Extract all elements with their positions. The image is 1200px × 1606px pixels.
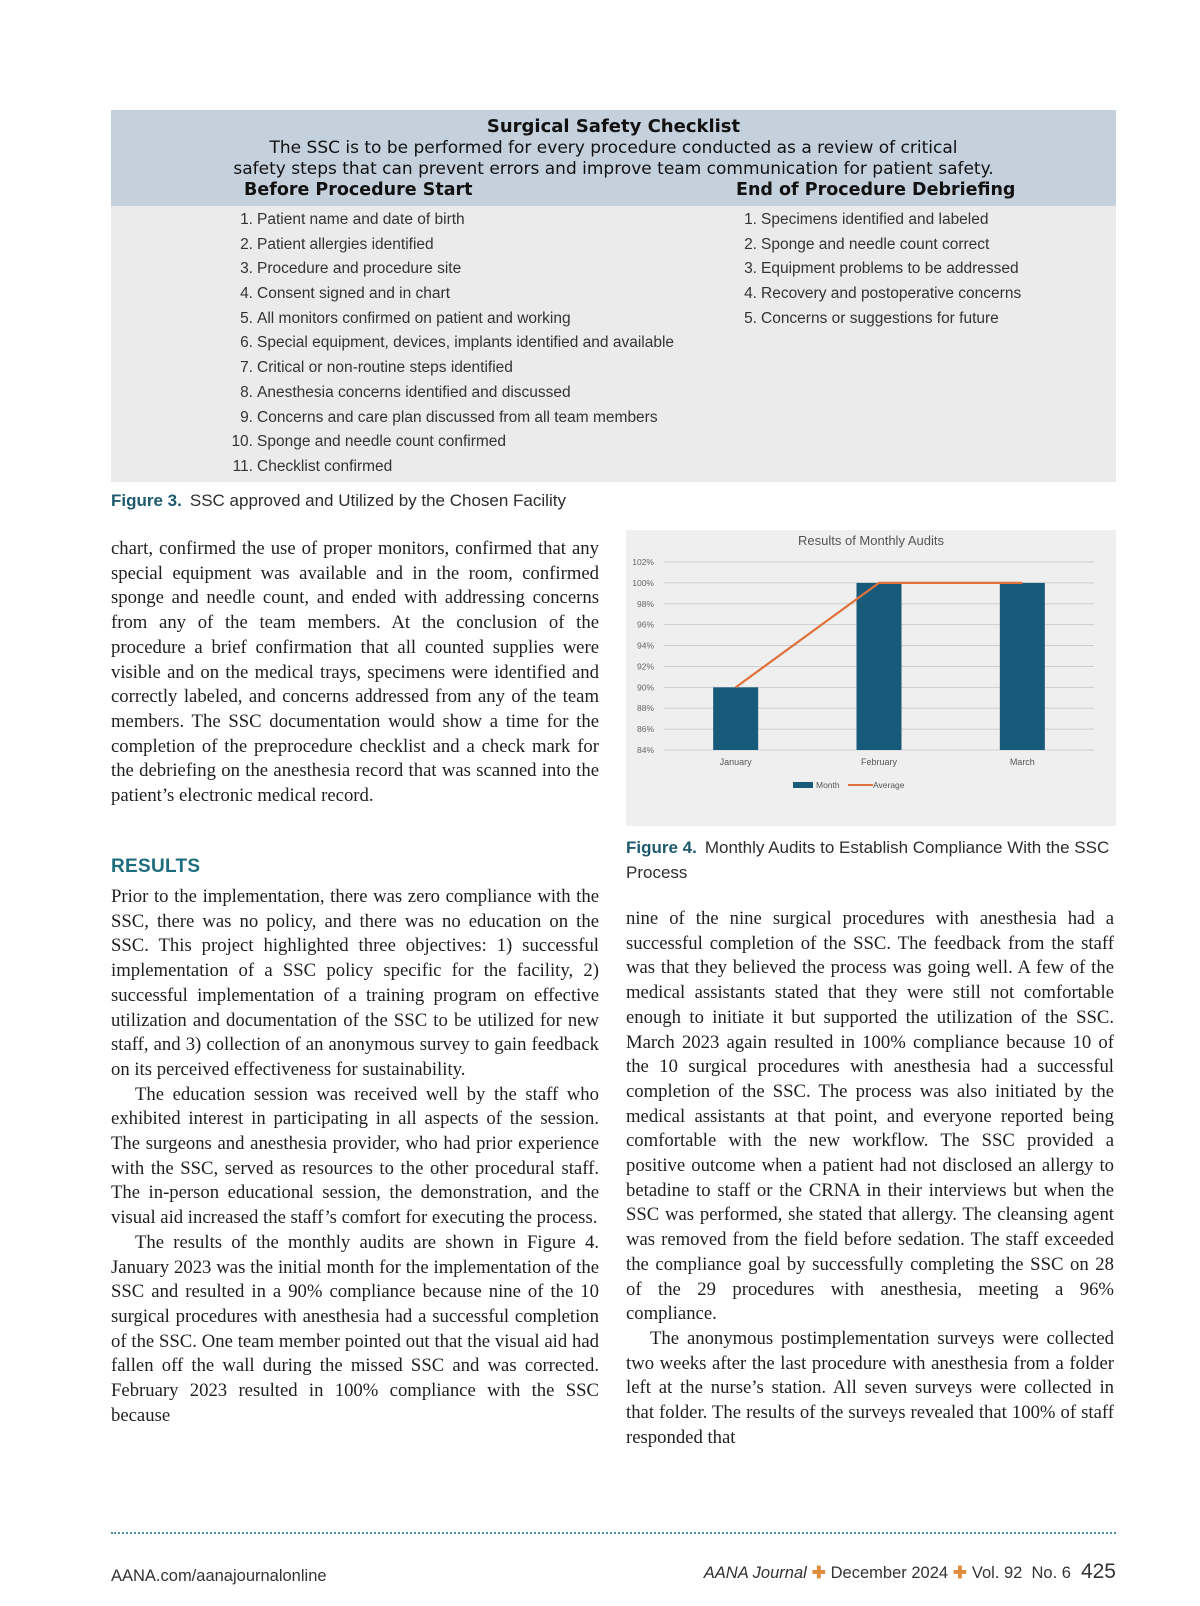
ssc-header [111, 110, 1116, 206]
list-item: 9. Concerns and care plan discussed from all team members [240, 408, 658, 426]
monthly-audits-chart [626, 530, 1116, 826]
bar-february [857, 583, 902, 750]
legend-label-average: Average [873, 780, 905, 790]
y-tick-label: 100% [632, 577, 654, 588]
bar-january [713, 687, 758, 750]
x-tick-label: January [719, 757, 752, 767]
figure-4-label: Figure 4. [626, 838, 697, 857]
journal-name: AANA Journal [703, 1564, 807, 1582]
y-tick-label: 84% [636, 745, 654, 755]
end-procedure-list [731, 208, 1021, 331]
list-item: 2. Patient allergies identified [240, 235, 434, 253]
list-item: 4. Consent signed and in chart [240, 285, 451, 303]
list-item: 5. All monitors confirmed on patient and working [240, 309, 571, 327]
figure-3-text: SSC approved and Utilized by the Chosen Facility [189, 491, 566, 510]
before-procedure-list [227, 208, 674, 480]
y-tick-label: 96% [636, 619, 654, 630]
cross-icon: ✚ [811, 1564, 826, 1582]
list-item: 5. Concerns or suggestions for future [744, 309, 999, 327]
y-tick-label: 102% [632, 557, 654, 567]
body-paragraph: nine of the nine surgical procedures with anesthesia had a successful completion of the SSC. The feedback from the staff was that they believed the process was going well. A few of the medical assistants stated that they were still not comfortable enough to initiate it but supported the utilization of the SSC. March 2023 again resulted in 100% compliance because 10 of the 10 surgical procedures with anesthesia had a successful completion of the SSC. The process was also initiated by the medical assistants at that point, and everyone reported being comfortable with the new workflow. The SSC provided a positive outcome when a patient had not disclosed an allergy to betadine to staff or the CRNA in their interviews but when the SSC was performed, she stated that allergy. The cleansing agent was removed from the field before sedation. The staff exceeded the compliance goal by successfully completing the SSC on 28 of the 29 procedures with anesthesia, meeting a 96% compliance. [626, 908, 1114, 1325]
list-item: 1. Specimens identified and labeled [744, 211, 989, 228]
figure-4-caption [626, 835, 1116, 885]
y-tick-label: 90% [636, 682, 654, 693]
list-item: 4. Recovery and postoperative concerns [744, 285, 1022, 303]
body-paragraph: chart, confirmed the use of proper monitors, confirmed that any special equipment was available and in the room, confirmed sponge and needle count, and ended with addressing concerns from any of the team members. At the conclusion of the procedure a brief confirmation that all counted supplies were visible and on the medical trays, specimens were identified and correctly labeled, and concerns addressed from any of the team members. The SSC documentation would show a time for the completion of the preprocedure checklist and a check mark for the debriefing on the anesthesia record that was scanned into the patient’s electronic medical record. [111, 538, 599, 807]
y-tick-label: 98% [636, 598, 654, 609]
right-column [626, 907, 1114, 1450]
list-item: 8. Anesthesia concerns identified and discussed [240, 383, 571, 401]
list-item: 7. Critical or non-routine steps identified [240, 359, 513, 377]
legend-swatch-month [793, 782, 813, 788]
page-number: 425 [1080, 1560, 1116, 1583]
list-item: 3. Procedure and procedure site [240, 260, 462, 278]
issue-number: No. 6 [1031, 1564, 1071, 1582]
ssc-description-line-1: The SSC is to be performed for every procedure conducted as a review of critical [269, 138, 958, 158]
end-procedure-heading: End of Procedure Debriefing [736, 180, 1016, 200]
body-paragraph: Prior to the implementation, there was zero compliance with the SSC, there was no policy, and there was no education on the SSC. This project highlighted three objectives: 1) successful implementation of a SSC policy specific for the facility, 2) successful implementation of a training program on effective utilization and documentation of the SSC to be utilized for new staff, and 3) collection of an anonymous survey to gain feedback on its perceived effectiveness for sustainability. [111, 886, 599, 1080]
x-tick-label: March [1009, 757, 1035, 767]
ssc-title: Surgical Safety Checklist [486, 116, 741, 137]
y-tick-label: 94% [636, 640, 654, 651]
volume: Vol. 92 [971, 1564, 1023, 1582]
list-item: 3. Equipment problems to be addressed [744, 260, 1019, 278]
left-column-top [111, 537, 599, 809]
ssc-description-line-2: safety steps that can prevent errors and improve team communication for patient safety. [233, 159, 994, 179]
ssc-description [111, 138, 1116, 180]
legend-label-month: Month [816, 780, 840, 790]
footer-citation [704, 1560, 1116, 1584]
list-item: 2. Sponge and needle count correct [744, 235, 990, 253]
footer-divider [111, 1532, 1116, 1534]
x-tick-label: February [860, 757, 898, 767]
bar-march [1000, 583, 1045, 750]
list-item: 11. Checklist confirmed [232, 457, 393, 475]
list-item: 10. Sponge and needle count confirmed [231, 433, 507, 451]
chart-title: Results of Monthly Audits [798, 533, 944, 548]
results-heading: RESULTS [111, 856, 201, 877]
left-column-results [111, 885, 599, 1428]
chart-svg [626, 530, 1116, 826]
before-procedure-heading: Before Procedure Start [244, 180, 473, 200]
ssc-checklist-figure [111, 110, 1116, 482]
issue-date: December 2024 [830, 1564, 949, 1582]
list-item: 6. Special equipment, devices, implants identified and available [240, 334, 675, 352]
figure-4-text: Monthly Audits to Establish Compliance With the SSC Process [626, 838, 1110, 882]
list-item: 1. Patient name and date of birth [240, 211, 465, 228]
body-paragraph: The anonymous postimplementation surveys were collected two weeks after the last procedure with anesthesia from a folder left at the nurse’s station. All seven surveys were collected in that folder. The results of the surveys revealed that 100% of staff responded that [626, 1327, 1114, 1448]
y-tick-label: 92% [636, 661, 654, 672]
figure-3-caption [111, 488, 566, 513]
body-paragraph: The education session was received well by the staff who exhibited interest in participating in all aspects of the session. The surgeons and anesthesia provider, who had prior experience with the SSC, served as resources to the other procedural staff. The in-person educational session, the demonstration, and the visual aid increased the staff’s comfort for executing the process. [111, 1083, 599, 1229]
y-tick-label: 86% [636, 724, 654, 735]
cross-icon: ✚ [953, 1564, 967, 1582]
footer-url[interactable]: AANA.com/aanajournalonline [111, 1567, 327, 1585]
figure-3-label: Figure 3. [111, 491, 182, 510]
body-paragraph: The results of the monthly audits are shown in Figure 4. January 2023 was the initial month for the implementation of the SSC and resulted in a 90% compliance because nine of the 10 surgical procedures with anesthesia had a successful completion of the SSC. One team member pointed out that the visual aid had fallen off the wall during the missed SSC and was corrected. February 2023 resulted in 100% compliance with the SSC because [111, 1231, 599, 1426]
y-tick-label: 88% [636, 703, 654, 714]
